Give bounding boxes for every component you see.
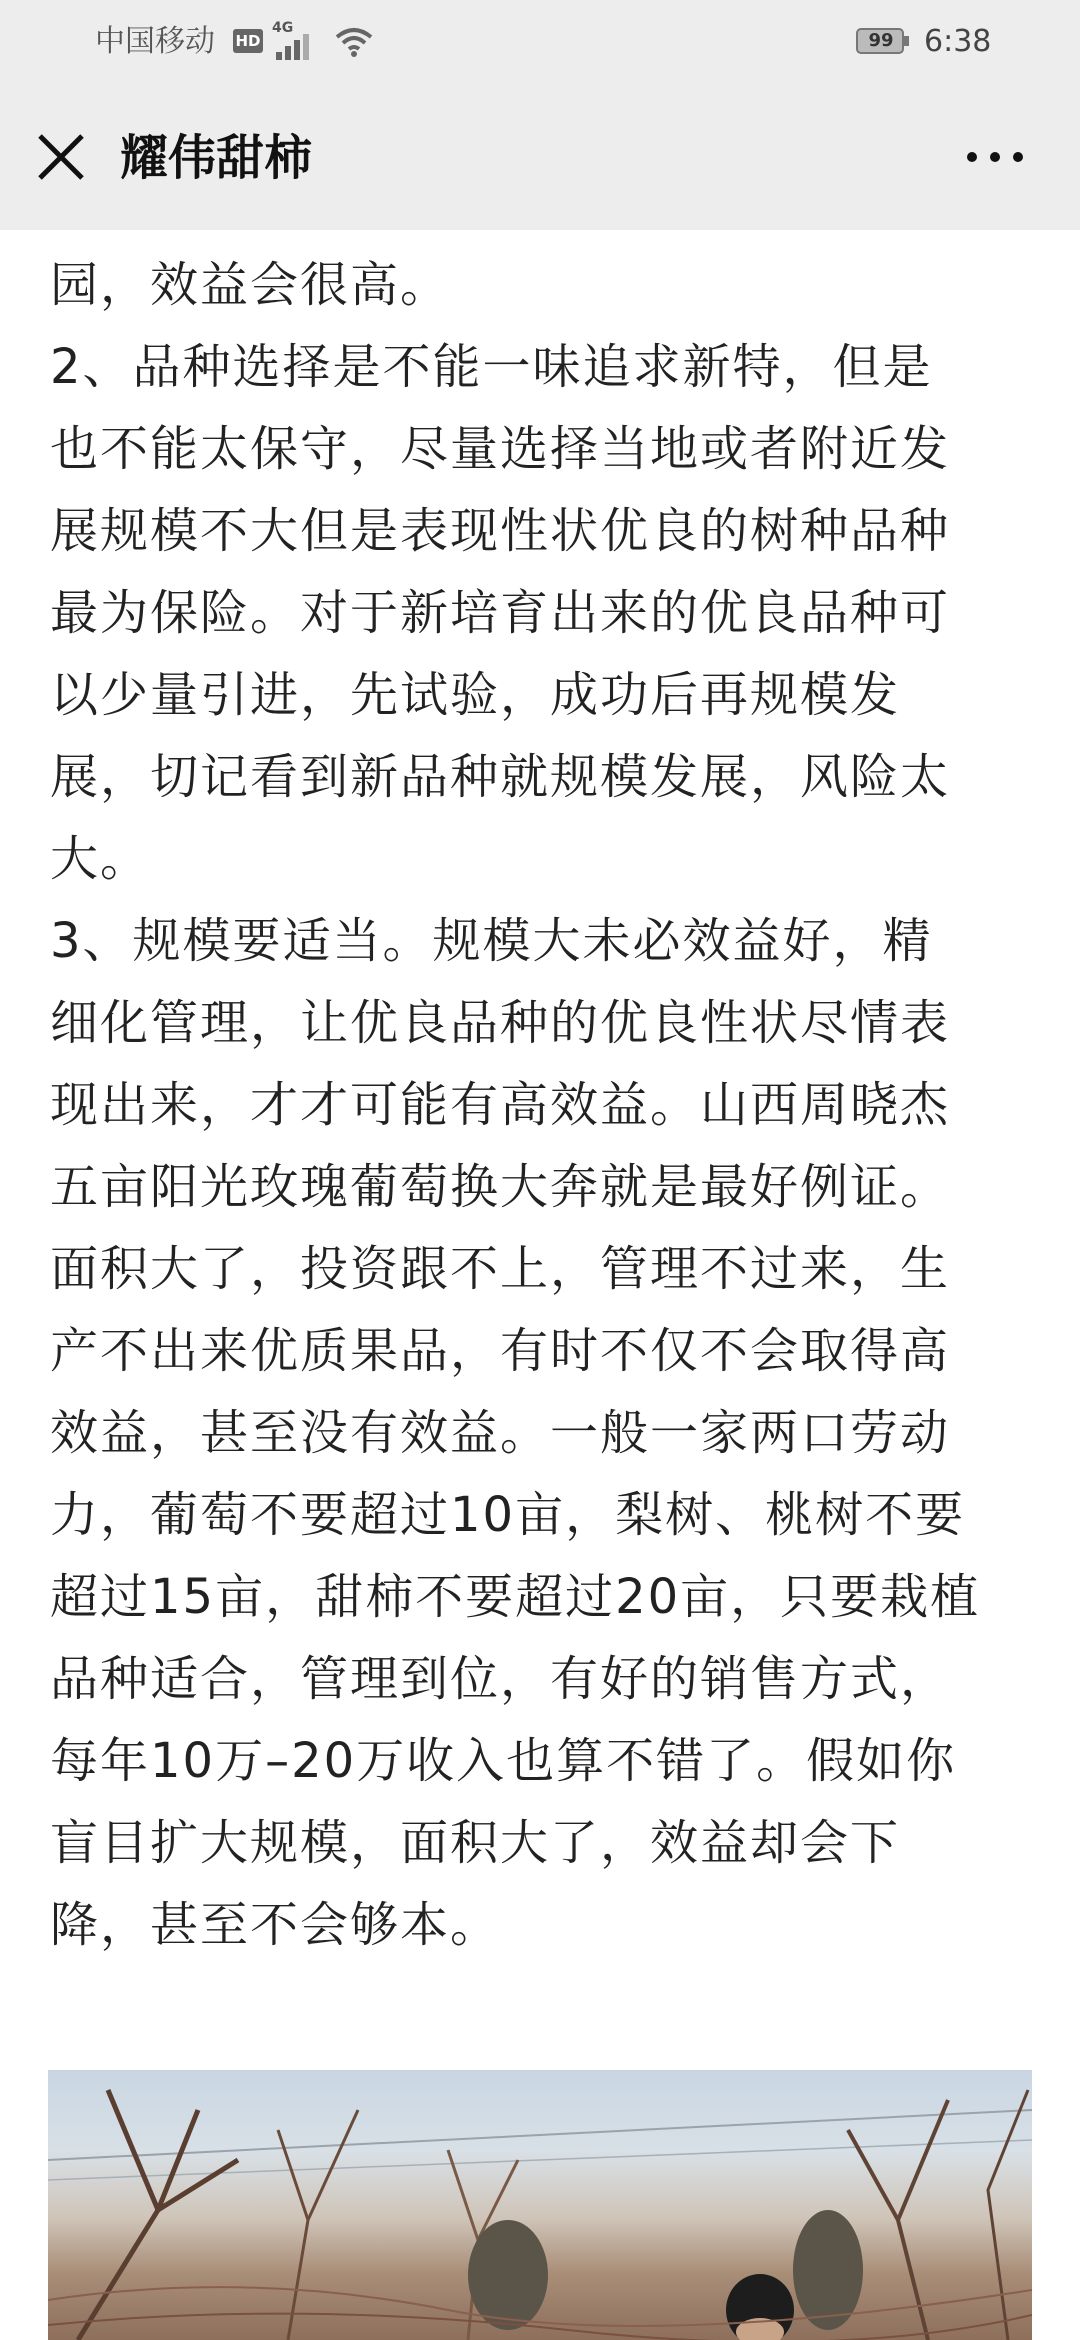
paragraph-line: 大。 bbox=[50, 831, 151, 887]
more-icon[interactable] bbox=[960, 132, 1030, 182]
paragraph-line: 展规模不大但是表现性状优良的树种品种 bbox=[50, 503, 951, 559]
orchard-photo[interactable] bbox=[48, 2070, 1032, 2340]
paragraph-line: 面积大了，投资跟不上，管理不过来，生 bbox=[50, 1241, 951, 1297]
partial-text-line bbox=[50, 230, 1030, 234]
clock: 6:38 bbox=[924, 24, 992, 59]
paragraph-line: 细化管理，让优良品种的优良性状尽情表 bbox=[50, 995, 951, 1051]
orchard-photo-illustration bbox=[48, 2070, 1032, 2340]
paragraph-line: 最为保险。对于新培育出来的优良品种可 bbox=[50, 585, 951, 641]
paragraph-line: 降，甚至不会够本。 bbox=[50, 1897, 501, 1953]
paragraph-line: 园，效益会很高。 bbox=[50, 257, 451, 313]
close-icon[interactable] bbox=[30, 126, 92, 188]
paragraph-line: 产不出来优质果品，有时不仅不会取得高 bbox=[50, 1323, 951, 1379]
hd-badge: HD bbox=[233, 29, 263, 53]
network-type: 4G bbox=[272, 20, 294, 36]
paragraph-line: 展，切记看到新品种就规模发展，风险太 bbox=[50, 749, 951, 805]
paragraph-line: 超过15亩，甜柿不要超过20亩，只要栽植 bbox=[50, 1569, 981, 1625]
paragraph-line: 现出来，才才可能有高效益。山西周晓杰 bbox=[50, 1077, 951, 1133]
paragraph-line: 效益，甚至没有效益。一般一家两口劳动 bbox=[50, 1405, 951, 1461]
paragraph-line: 3、规模要适当。规模大未必效益好，精 bbox=[50, 913, 933, 969]
signal-icon bbox=[272, 30, 322, 60]
paragraph-line: 品种适合，管理到位，有好的销售方式， bbox=[50, 1651, 951, 1707]
nav-bar bbox=[0, 84, 1080, 230]
paragraph-line: 2、品种选择是不能一味追求新特，但是 bbox=[50, 339, 933, 395]
battery-level: 99 bbox=[868, 30, 894, 51]
paragraph-line: 每年10万–20万收入也算不错了。假如你 bbox=[50, 1733, 957, 1789]
carrier-name: 中国移动 bbox=[95, 24, 215, 59]
paragraph-line: 以少量引进，先试验，成功后再规模发 bbox=[50, 667, 901, 723]
paragraph-line: 力，葡萄不要超过10亩，梨树、桃树不要 bbox=[50, 1487, 966, 1543]
page-title: 耀伟甜柿 bbox=[120, 130, 313, 186]
status-bar bbox=[0, 0, 1080, 84]
paragraph-line: 五亩阳光玫瑰葡萄换大奔就是最好例证。 bbox=[50, 1159, 951, 1215]
paragraph-line: 盲目扩大规模，面积大了，效益却会下 bbox=[50, 1815, 901, 1871]
article-body bbox=[0, 230, 1080, 2050]
paragraph-line: 也不能太保守，尽量选择当地或者附近发 bbox=[50, 421, 951, 477]
wifi-icon bbox=[334, 26, 374, 58]
